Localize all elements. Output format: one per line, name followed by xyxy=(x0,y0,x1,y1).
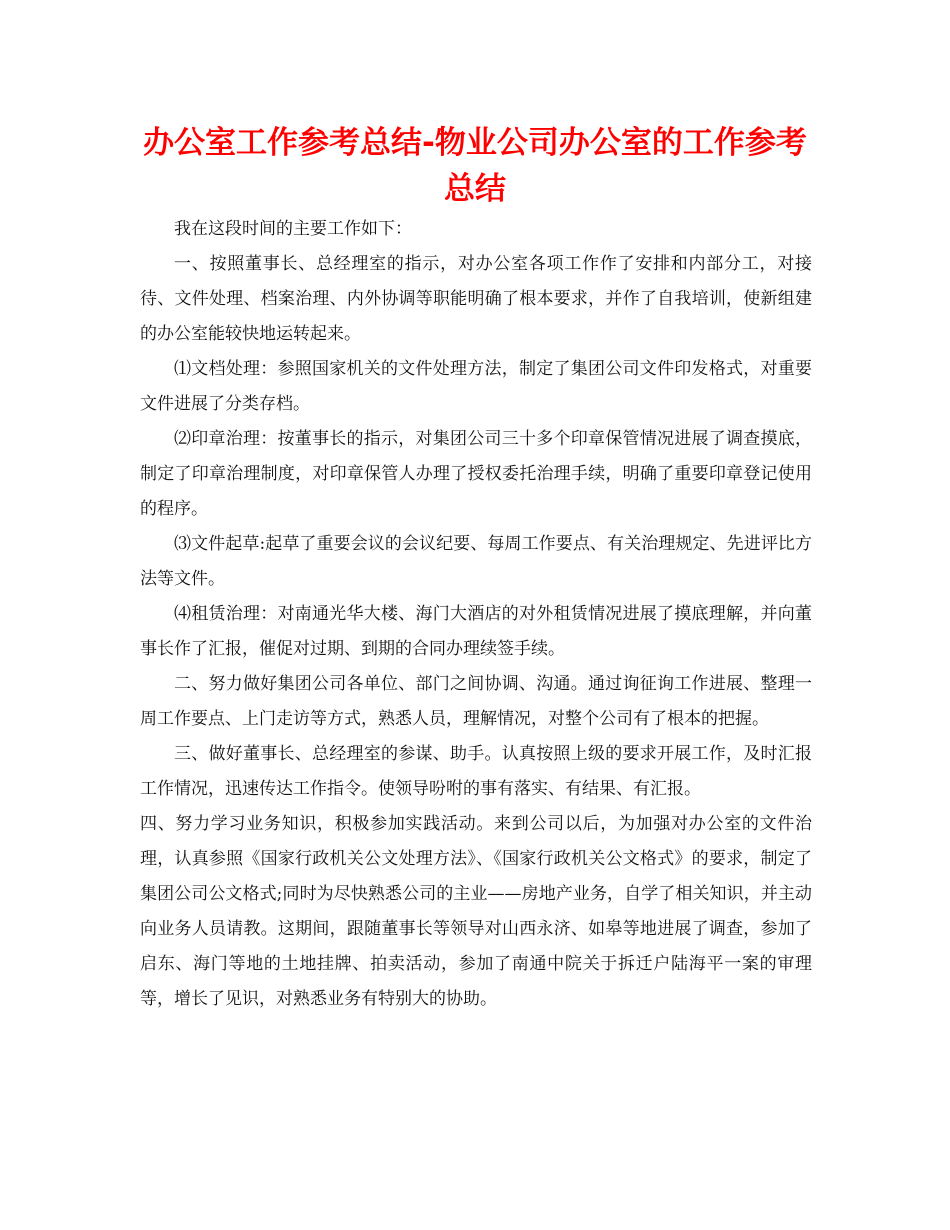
paragraph-section-1: 一、按照董事长、总经理室的指示，对办公室各项工作作了安排和内部分工，对接待、文件处理、档案治理、内外协调等职能明确了根本要求，并作了自我培训，使新组建的办公室能较快地运转起来。 xyxy=(140,254,812,344)
document-body xyxy=(140,212,812,1017)
paragraph-section-2: 二、努力做好集团公司各单位、部门之间协调、沟通。通过询征询工作进展、整理一周工作要点、上门走访等方式，熟悉人员，理解情况，对整个公司有了根本的把握。 xyxy=(140,674,812,729)
paragraph-lease-management: ⑷租赁治理：对南通光华大楼、海门大酒店的对外租赁情况进展了摸底理解，并向董事长作了汇报，催促对过期、到期的合同办理续签手续。 xyxy=(140,604,812,659)
paragraph-section-4: 四、努力学习业务知识，积极参加实践活动。来到公司以后，为加强对办公室的文件治理，认真参照《国家行政机关公文处理方法》、《国家行政机关公文格式》的要求，制定了集团公司公文格式;同时为尽快熟悉公司的主业——房地产业务，自学了相关知识，并主动向业务人员请教。这期间，跟随董事长等领导对山西永济、如皋等地进展了调查，参加了启东、海门等地的土地挂牌、拍卖活动，参加了南通中院关于拆迁户陆海平一案的审理等，增长了见识，对熟悉业务有特别大的协助。 xyxy=(140,814,812,1009)
paragraph-intro: 我在这段时间的主要工作如下： xyxy=(174,219,412,239)
paragraph-section-3: 三、做好董事长、总经理室的参谋、助手。认真按照上级的要求开展工作，及时汇报工作情况，迅速传达工作指令。使领导吩咐的事有落实、有结果、有汇报。 xyxy=(140,744,812,799)
paragraph-document-handling: ⑴文档处理：参照国家机关的文件处理方法，制定了集团公司文件印发格式，对重要文件进展了分类存档。 xyxy=(140,359,812,414)
paragraph-seal-management: ⑵印章治理：按董事长的指示，对集团公司三十多个印章保管情况进展了调查摸底，制定了印章治理制度，对印章保管人办理了授权委托治理手续，明确了重要印章登记使用的程序。 xyxy=(140,429,812,519)
document-title: 办公室工作参考总结-物业公司办公室的工作参考总结 xyxy=(143,125,807,207)
paragraph-document-drafting: ⑶文件起草:起草了重要会议的会议纪要、每周工作要点、有关治理规定、先进评比方法等文件。 xyxy=(140,534,812,589)
